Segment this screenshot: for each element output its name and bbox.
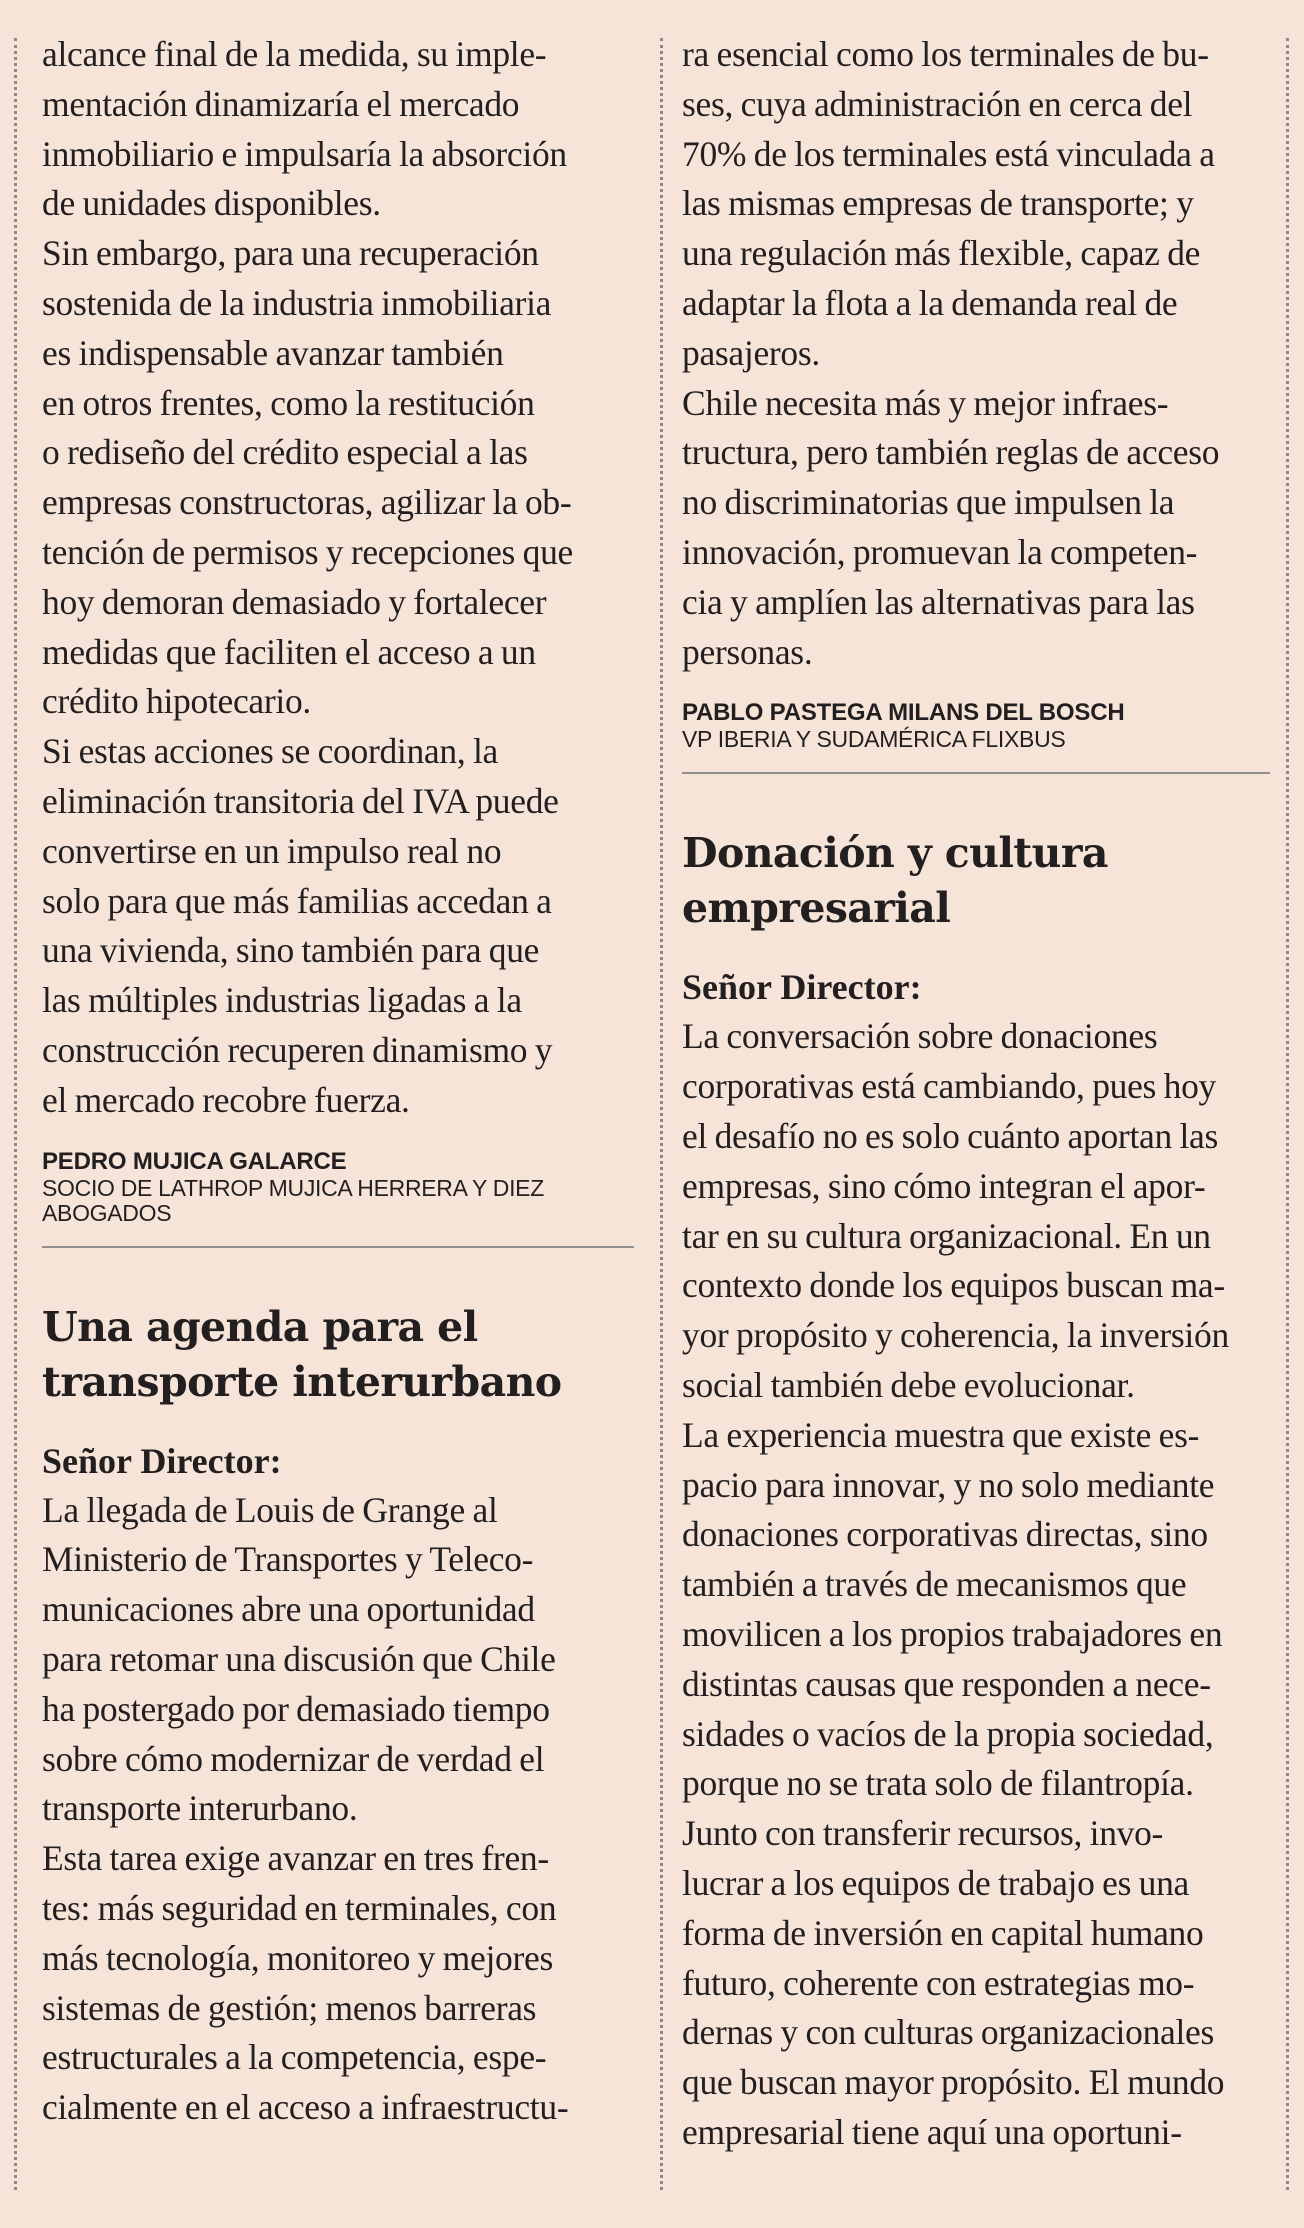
letter1-paragraph-3: Si estas acciones se coordinan, la eliminación transitoria del IVA puede convertirse en un impulso real no solo para que más familias accedan a una vivienda, sino también para que las múltiples industrias ligadas a la construcción recuperen dinamismo y el mercado recobre fuerza. [42,731,559,1120]
letter2-paragraph-3: ra esencial como los terminales de bu- ses, cuya administración en cerca del 70% de los terminales está vinculada a las mismas empresas de transporte; y una regulación más flexible, capaz de adaptar la flota a la demanda real de pasajeros. [682,34,1215,373]
column-divider-left [14,38,17,2190]
letter1-paragraph-2: Sin embargo, para una recuperación sostenida de la industria inmobiliaria es indispensable avanzar también en otros frentes, como la restitución o rediseño del crédito especial a las empresas constructoras, agilizar la ob- tención de permisos y recepciones que hoy demoran demasiado y fortalecer medidas que faciliten el acceso a un crédito hipotecario. [42,233,573,722]
letter2-signature [682,699,1270,752]
left-column [42,30,634,2133]
letter3-paragraph-1: La conversación sobre donaciones corporativas está cambiando, pues hoy el desafío no es solo cuánto aportan las empresas, sino cómo integran el apor- tar en su cultura organizacional. En un contexto donde los equipos buscan ma- yor propósito y coherencia, la inversión social también debe evolucionar. [682,1016,1229,1405]
column-divider-center [660,38,663,2190]
letter2-author-role: VP IBERIA Y SUDAMÉRICA FLIXBUS [682,726,1066,753]
letter2-author-name: PABLO PASTEGA MILANS DEL BOSCH [682,699,1125,727]
right-column [682,30,1270,2158]
letter3-paragraph-3: Junto con transferir recursos, invo- lucrar a los equipos de trabajo es una forma de inversión en capital humano futuro, coherente con estrategias mo- dernas y con culturas organizacionales que buscan mayor propósito. El mundo empresarial tiene aquí una oportuni- [682,1813,1225,2152]
letter3-paragraph-2: La experiencia muestra que existe es- pacio para innovar, y no solo mediante donaciones corporativas directas, sino también a través de mecanismos que movilicen a los propios trabajadores en distintas causas que responden a nece- sidades o vacíos de la propia sociedad, porque no se trata solo de filantropía. [682,1414,1223,1804]
letter1-paragraph-1: alcance final de la medida, su imple- mentación dinamizaría el mercado inmobiliario e impulsaría la absorción de unidades disponibles. [42,34,567,224]
letter2-separator [682,772,1270,774]
letter1-signature [42,1148,634,1226]
letter2-headline: Una agenda para el transporte interurbano [42,1302,562,1406]
column-divider-right [1286,38,1289,2190]
letter2-paragraph-2: Esta tarea exige avanzar en tres fren- tes: más seguridad en terminales, con más tecnología, monitoreo y mejores sistemas de gestión; menos barreras estructurales a la competencia, espe- cialmente en el acceso a infraestructu- [42,1838,569,2128]
letter1-author-name: PEDRO MUJICA GALARCE [42,1147,347,1175]
letter1-separator [42,1246,634,1248]
letter3-headline: Donación y cultura empresarial [682,829,1108,933]
letter1-author-role: SOCIO DE LATHROP MUJICA HERRERA Y DIEZ ABOGADOS [42,1174,544,1226]
letter2-paragraph-4: Chile necesita más y mejor infraes- tructura, pero también reglas de acceso no discriminatorias que impulsen la innovación, promuevan la competen- cia y amplíen las alternativas para las personas. [682,382,1220,672]
letter2-paragraph-1: La llegada de Louis de Grange al Ministerio de Transportes y Teleco- municaciones abre una oportunidad para retomar una discusión que Chile ha postergado por demasiado tiempo sobre cómo modernizar de verdad el transporte interurbano. [42,1489,556,1829]
letter2-salutation: Señor Director: [42,1440,282,1481]
letter3-salutation: Señor Director: [682,967,922,1008]
